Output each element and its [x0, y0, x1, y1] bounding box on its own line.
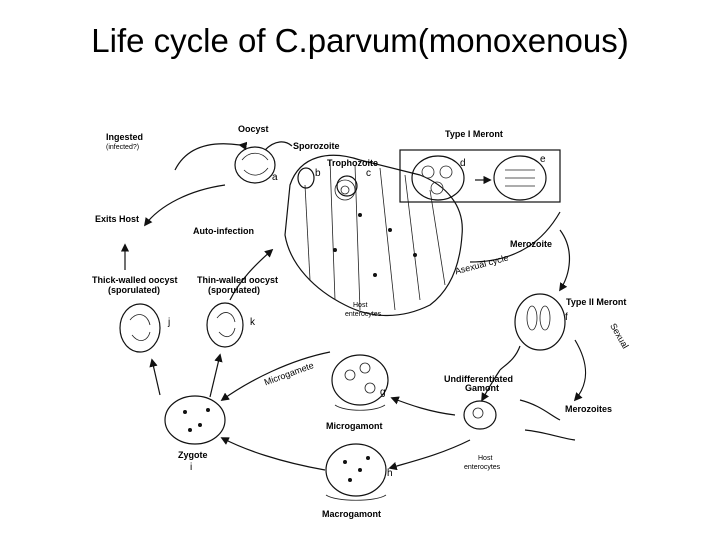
- exit-arrow: [145, 185, 225, 225]
- label-host-enterocytes-top-2: enterocytes: [345, 311, 382, 318]
- macrogamont-h: [326, 444, 386, 500]
- stage-letter-j: j: [168, 317, 171, 328]
- host-enterocyte-fan: [285, 155, 462, 315]
- gamont-to-macro-arrow: [390, 440, 470, 468]
- label-sporozoite: Sporozoite: [293, 141, 340, 151]
- stage-letter-h: h: [387, 468, 393, 479]
- gamont-right: [464, 400, 575, 440]
- label-microgamete: Microgamete: [262, 360, 316, 388]
- label-exits-host: Exits Host: [95, 214, 140, 224]
- label-type2-meront: Type II Meront: [566, 297, 627, 307]
- label-undiff-gamont-2: Gamont: [465, 383, 500, 393]
- label-macrogamont: Macrogamont: [322, 509, 382, 519]
- ingest-arrow: [175, 144, 240, 170]
- label-merozoites: Merozoites: [565, 404, 613, 414]
- macro-to-zygote-arrow: [222, 438, 325, 470]
- stage-letter-c: c: [366, 168, 371, 179]
- thin-oocyst-k: [207, 303, 243, 347]
- label-host-enterocytes-bottom-1: Host: [478, 455, 493, 462]
- label-undiff-gamont-1: Undifferentiated: [444, 374, 514, 384]
- label-merozoite: Merozoite: [510, 239, 553, 249]
- label-type1-meront: Type I Meront: [445, 129, 503, 139]
- zygote-to-thin-arrow: [210, 355, 220, 397]
- label-auto-infection: Auto-infection: [193, 226, 254, 236]
- label-host-enterocytes-bottom-2: enterocytes: [464, 464, 501, 471]
- stage-letter-k: k: [250, 317, 255, 328]
- zygote-to-thick-arrow: [152, 360, 160, 395]
- merozoite-arrow: [560, 230, 569, 290]
- stage-letter-e: e: [540, 154, 546, 165]
- thick-oocyst-j: [120, 304, 160, 352]
- gamont-to-micro-arrow: [392, 398, 455, 415]
- stage-letter-a: a: [272, 172, 278, 183]
- label-zygote: Zygote: [178, 450, 208, 460]
- slide-title: Life cycle of C.parvum(monoxenous): [91, 22, 629, 59]
- stage-letter-f: f: [565, 312, 568, 323]
- sexual-arrow: [575, 340, 586, 400]
- asexual-arrow: [470, 212, 560, 262]
- type2-meront: [500, 294, 565, 370]
- label-ingested: Ingested: [106, 132, 144, 142]
- oocyst-a: [235, 142, 292, 183]
- label-microgamont: Microgamont: [326, 421, 383, 431]
- label-thin-oocyst: Thin-walled oocyst: [197, 275, 279, 285]
- label-oocyst: Oocyst: [238, 124, 269, 134]
- label-thin-oocyst-sub: (sporulated): [208, 285, 261, 295]
- label-asexual-cycle: Asexual cycle: [453, 252, 510, 277]
- stage-letter-d: d: [460, 158, 466, 169]
- type1-meront-box: [400, 150, 560, 202]
- microgamont-g: [332, 355, 388, 410]
- label-sexual: Sexual: [608, 321, 631, 351]
- label-ingested-sub: (infected?): [106, 144, 140, 151]
- label-host-enterocytes-top-1: Host: [353, 302, 368, 309]
- stage-letter-g: g: [380, 387, 386, 398]
- stage-letter-b: b: [315, 168, 321, 179]
- label-trophozoite: Trophozoite: [327, 158, 378, 168]
- label-thick-oocyst-sub: (sporulated): [108, 285, 161, 295]
- zygote-i: [165, 396, 225, 444]
- label-thick-oocyst: Thick-walled oocyst: [92, 275, 178, 285]
- stage-letter-i: i: [190, 462, 193, 473]
